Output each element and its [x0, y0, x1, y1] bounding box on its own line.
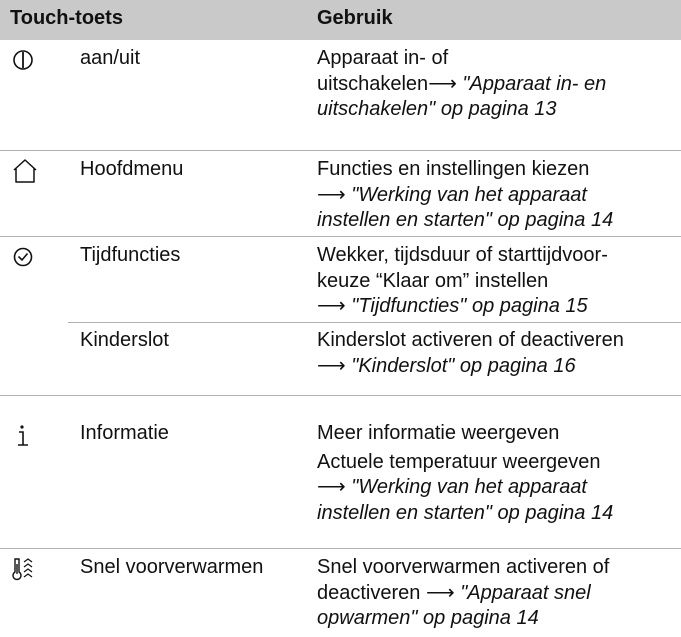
key-description: [317, 46, 677, 123]
table-header: [0, 0, 681, 40]
description-line: Apparaat in- of: [317, 47, 449, 69]
header-touch-toets: Touch-toets: [10, 7, 123, 29]
description-line: Wekker, tijdsduur of starttijdvoor-: [317, 244, 608, 266]
table-row: [0, 415, 681, 549]
key-name: aan/uit: [80, 47, 141, 69]
description-line: Snel voorverwarmen activeren of: [317, 556, 610, 578]
table-row: [0, 151, 681, 237]
arrow-icon: ⟶: [425, 581, 455, 604]
description-line: deactiveren: [317, 581, 426, 604]
page-reference-link[interactable]: "Kinderslot" op pagina 16: [345, 354, 576, 377]
arrow-icon: ⟶: [317, 354, 346, 377]
description-line: keuze “Klaar om” instellen: [317, 269, 549, 292]
table-row: [0, 40, 681, 151]
key-description: [317, 157, 677, 234]
page-reference-link[interactable]: "Tijdfuncties" op pagina 15: [345, 295, 588, 317]
key-description: [317, 555, 677, 632]
table-row: [0, 549, 681, 637]
key-description: [317, 421, 677, 526]
page-reference-link[interactable]: uitschakelen" op pagina 13: [317, 98, 557, 120]
arrow-icon: ⟶: [317, 183, 346, 206]
table-row: [0, 237, 681, 396]
description-line: Actuele temperatuur weergeven: [317, 450, 601, 473]
key-name: Tijdfuncties: [80, 244, 181, 266]
description-line: Meer informatie weergeven: [317, 422, 560, 444]
page-reference-link[interactable]: opwarmen" op pagina 14: [317, 607, 539, 629]
info-icon: [10, 421, 48, 451]
page-reference-link[interactable]: "Werking van het apparaat: [345, 476, 587, 498]
arrow-icon: ⟶: [428, 72, 457, 95]
key-name: Kinderslot: [80, 329, 169, 351]
page-reference-link[interactable]: "Apparaat in- en: [456, 72, 607, 95]
page-reference-link[interactable]: "Apparaat snel: [454, 581, 591, 604]
description-line: Functies en instellingen kiezen: [317, 158, 590, 180]
key-description: [317, 243, 677, 320]
key-description: [317, 328, 677, 379]
arrow-icon: ⟶: [317, 476, 346, 498]
clock-icon: [10, 243, 48, 273]
rapid-preheat-icon: [10, 555, 48, 585]
key-name: Informatie: [80, 422, 169, 444]
header-gebruik: Gebruik: [317, 7, 393, 29]
page-reference-link[interactable]: "Werking van het apparaat: [345, 183, 587, 206]
page-reference-link[interactable]: instellen en starten" op pagina 14: [317, 501, 614, 524]
arrow-icon: ⟶: [317, 295, 346, 317]
row-divider: [68, 322, 681, 323]
key-name: Snel voorverwarmen: [80, 556, 264, 578]
page-reference-link[interactable]: instellen en starten" op pagina 14: [317, 209, 614, 231]
description-line: uitschakelen: [317, 72, 429, 95]
key-name: Hoofdmenu: [80, 158, 184, 180]
description-line: Kinderslot activeren of deactiveren: [317, 329, 624, 351]
home-icon: [10, 157, 48, 187]
power-icon: [10, 46, 48, 76]
